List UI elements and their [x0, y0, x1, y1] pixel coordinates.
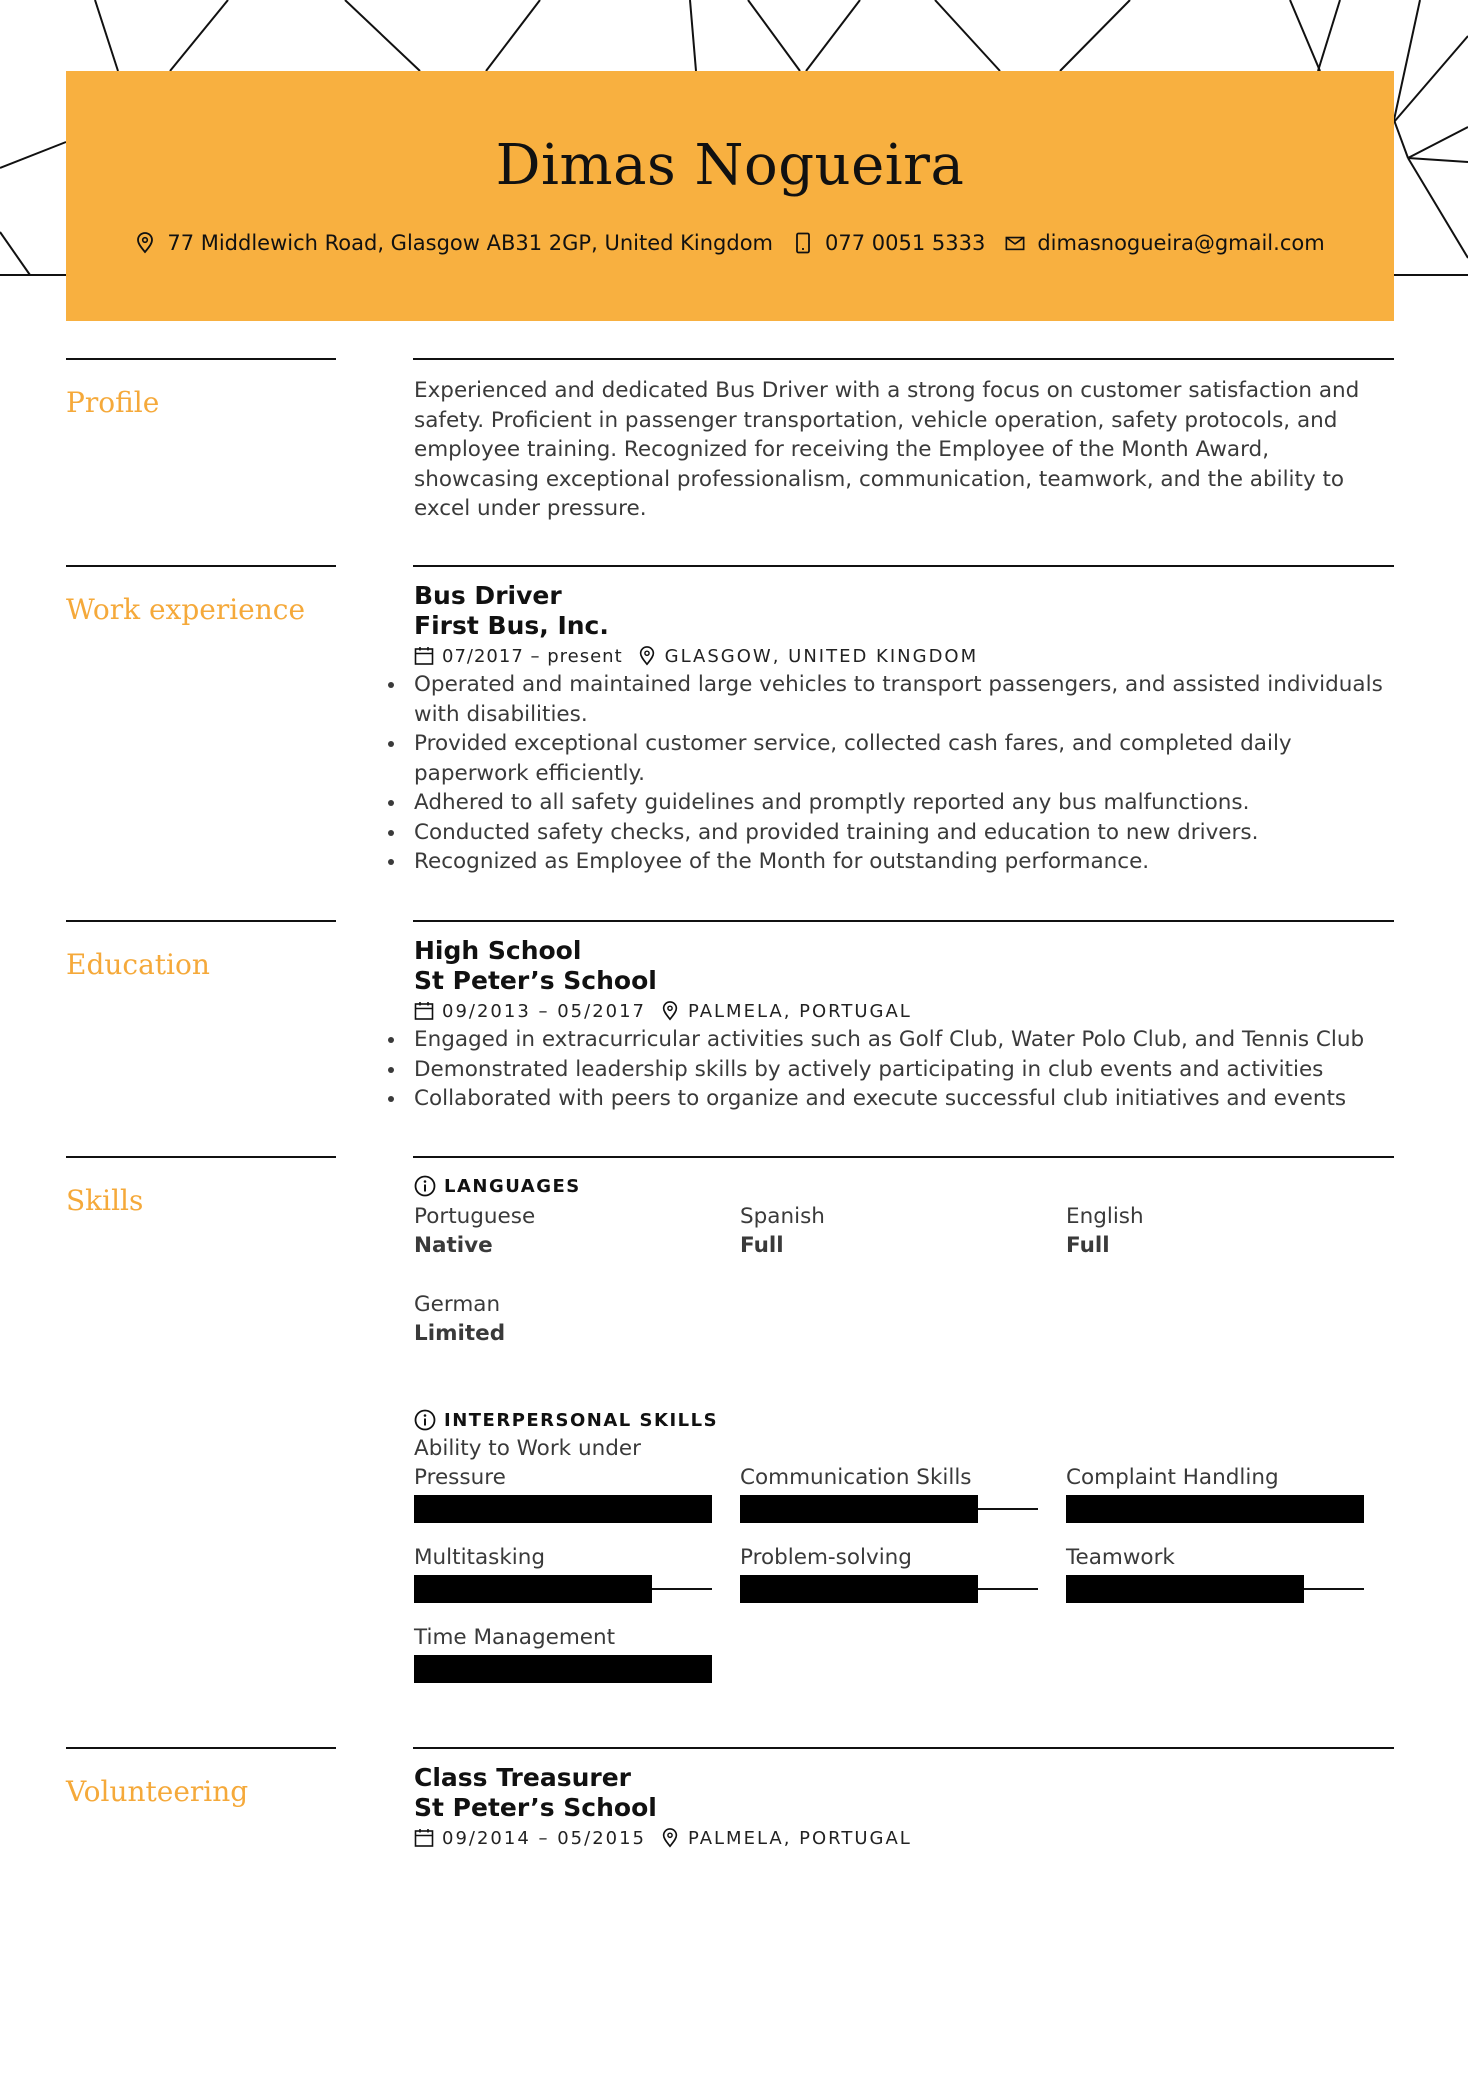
- skill-item: [740, 1543, 1038, 1603]
- list-item: Engaged in extracurricular activities such as Golf Club, Water Polo Club, and Tennis Club: [414, 1025, 1399, 1055]
- job-employer: First Bus, Inc.: [414, 611, 609, 640]
- section-divider: [66, 1747, 336, 1749]
- phone-icon: [793, 232, 813, 254]
- skill-name: Communication Skills: [740, 1465, 972, 1490]
- calendar-icon: [414, 646, 434, 666]
- skill-level-bar: [414, 1575, 712, 1603]
- contact-email[interactable]: [1005, 231, 1324, 255]
- education-bullets: [414, 1025, 1399, 1114]
- skill-level-bar: [1066, 1495, 1364, 1523]
- list-item: Provided exceptional customer service, collected cash fares, and completed daily paperwork efficiently.: [414, 729, 1399, 788]
- skill-name: Teamwork: [1066, 1545, 1175, 1570]
- skill-name: Problem-solving: [740, 1545, 912, 1570]
- envelope-icon: [1005, 232, 1025, 254]
- language-name: English: [1066, 1204, 1144, 1229]
- language-level: Limited: [414, 1321, 506, 1346]
- section-divider: [413, 920, 1394, 922]
- section-divider: [413, 1156, 1394, 1158]
- job-position: Bus Driver: [414, 581, 562, 610]
- phone-text: 077 0051 5333: [825, 231, 986, 255]
- skill-name: Complaint Handling: [1066, 1465, 1279, 1490]
- language-name: Spanish: [740, 1204, 825, 1229]
- section-divider: [66, 358, 336, 360]
- volunteer-role: Class Treasurer: [414, 1763, 632, 1792]
- list-item: Recognized as Employee of the Month for outstanding performance.: [414, 847, 1399, 877]
- volunteer-meta: [414, 1824, 1399, 1852]
- map-pin-icon: [637, 646, 657, 666]
- map-pin-icon: [660, 1828, 680, 1848]
- address-text: 77 Middlewich Road, Glasgow AB31 2GP, United Kingdom: [167, 231, 773, 255]
- calendar-icon: [414, 1828, 434, 1848]
- skill-item: [1066, 1434, 1364, 1523]
- language-item: [1066, 1202, 1392, 1260]
- section-title: Education: [66, 948, 210, 981]
- section-title: Profile: [66, 386, 160, 419]
- language-level: Full: [740, 1233, 784, 1258]
- language-item: [414, 1290, 740, 1348]
- skill-level-bar: [740, 1495, 1038, 1523]
- skill-item: [414, 1623, 712, 1683]
- skill-item: [740, 1434, 1038, 1523]
- education-location: PALMELA, PORTUGAL: [688, 1000, 912, 1022]
- job-meta: [414, 642, 1399, 670]
- candidate-name: Dimas Nogueira: [495, 133, 965, 198]
- education-meta: [414, 997, 1399, 1025]
- contact-row: [66, 231, 1394, 255]
- languages-heading-text: LANGUAGES: [444, 1175, 581, 1197]
- volunteer-location: PALMELA, PORTUGAL: [688, 1827, 912, 1849]
- volunteer-dates: 09/2014 – 05/2015: [442, 1827, 646, 1849]
- contact-address: [135, 231, 773, 255]
- section-divider: [413, 358, 1394, 360]
- section-divider: [413, 1747, 1394, 1749]
- job-location: GLASGOW, UNITED KINGDOM: [664, 645, 979, 667]
- info-icon: [414, 1409, 436, 1431]
- language-item: [414, 1202, 740, 1260]
- language-name: German: [414, 1292, 501, 1317]
- language-level: Native: [414, 1233, 493, 1258]
- languages-heading: [414, 1172, 1399, 1200]
- info-icon: [414, 1175, 436, 1197]
- email-text[interactable]: dimasnogueira@gmail.com: [1037, 231, 1325, 255]
- job-dates: 07/2017 – present: [442, 645, 623, 667]
- calendar-icon: [414, 1001, 434, 1021]
- language-item: [740, 1202, 1066, 1260]
- list-item: Demonstrated leadership skills by actively participating in club events and activities: [414, 1055, 1399, 1085]
- map-pin-icon: [660, 1001, 680, 1021]
- language-name: Portuguese: [414, 1204, 536, 1229]
- list-item: Conducted safety checks, and provided training and education to new drivers.: [414, 818, 1399, 848]
- map-pin-icon: [135, 232, 155, 254]
- list-item: Operated and maintained large vehicles to transport passengers, and assisted individuals with disabilities.: [414, 670, 1399, 729]
- skill-item: [414, 1543, 712, 1603]
- skill-item: [414, 1434, 712, 1523]
- section-divider: [66, 920, 336, 922]
- skill-name: Ability to Work under Pressure: [414, 1436, 641, 1490]
- skill-name: Time Management: [414, 1625, 616, 1650]
- list-item: Collaborated with peers to organize and execute successful club initiatives and events: [414, 1084, 1399, 1114]
- section-title: Work experience: [66, 593, 306, 626]
- contact-phone: [793, 231, 985, 255]
- section-title: Volunteering: [66, 1775, 249, 1808]
- list-item: Adhered to all safety guidelines and promptly reported any bus malfunctions.: [414, 788, 1399, 818]
- section-title: Skills: [66, 1184, 144, 1217]
- skill-item: [1066, 1543, 1364, 1603]
- section-divider: [66, 1156, 336, 1158]
- interpersonal-heading: [414, 1406, 1399, 1434]
- resume-header: [66, 71, 1394, 321]
- volunteer-organization: St Peter’s School: [414, 1793, 657, 1822]
- skill-level-bar: [740, 1575, 1038, 1603]
- education-dates: 09/2013 – 05/2017: [442, 1000, 646, 1022]
- education-school: St Peter’s School: [414, 966, 657, 995]
- interpersonal-heading-text: INTERPERSONAL SKILLS: [444, 1409, 719, 1431]
- interpersonal-grid: [414, 1434, 1399, 1683]
- languages-grid: [414, 1202, 1399, 1348]
- job-bullets: [414, 670, 1399, 877]
- education-degree: High School: [414, 936, 582, 965]
- skill-name: Multitasking: [414, 1545, 546, 1570]
- skill-level-bar: [414, 1655, 712, 1683]
- language-level: Full: [1066, 1233, 1110, 1258]
- skill-level-bar: [414, 1495, 712, 1523]
- section-divider: [66, 565, 336, 567]
- section-divider: [413, 565, 1394, 567]
- profile-summary: Experienced and dedicated Bus Driver with a strong focus on customer satisfaction and safety. Proficient in passenger transportation, vehicle operation, safety protocols, and employee training. Recognized for receiving the Employee of the Month Award, showcasing exceptional professionalism, communication, teamwork, and the ability to excel under pressure.: [414, 378, 1360, 521]
- skill-level-bar: [1066, 1575, 1364, 1603]
